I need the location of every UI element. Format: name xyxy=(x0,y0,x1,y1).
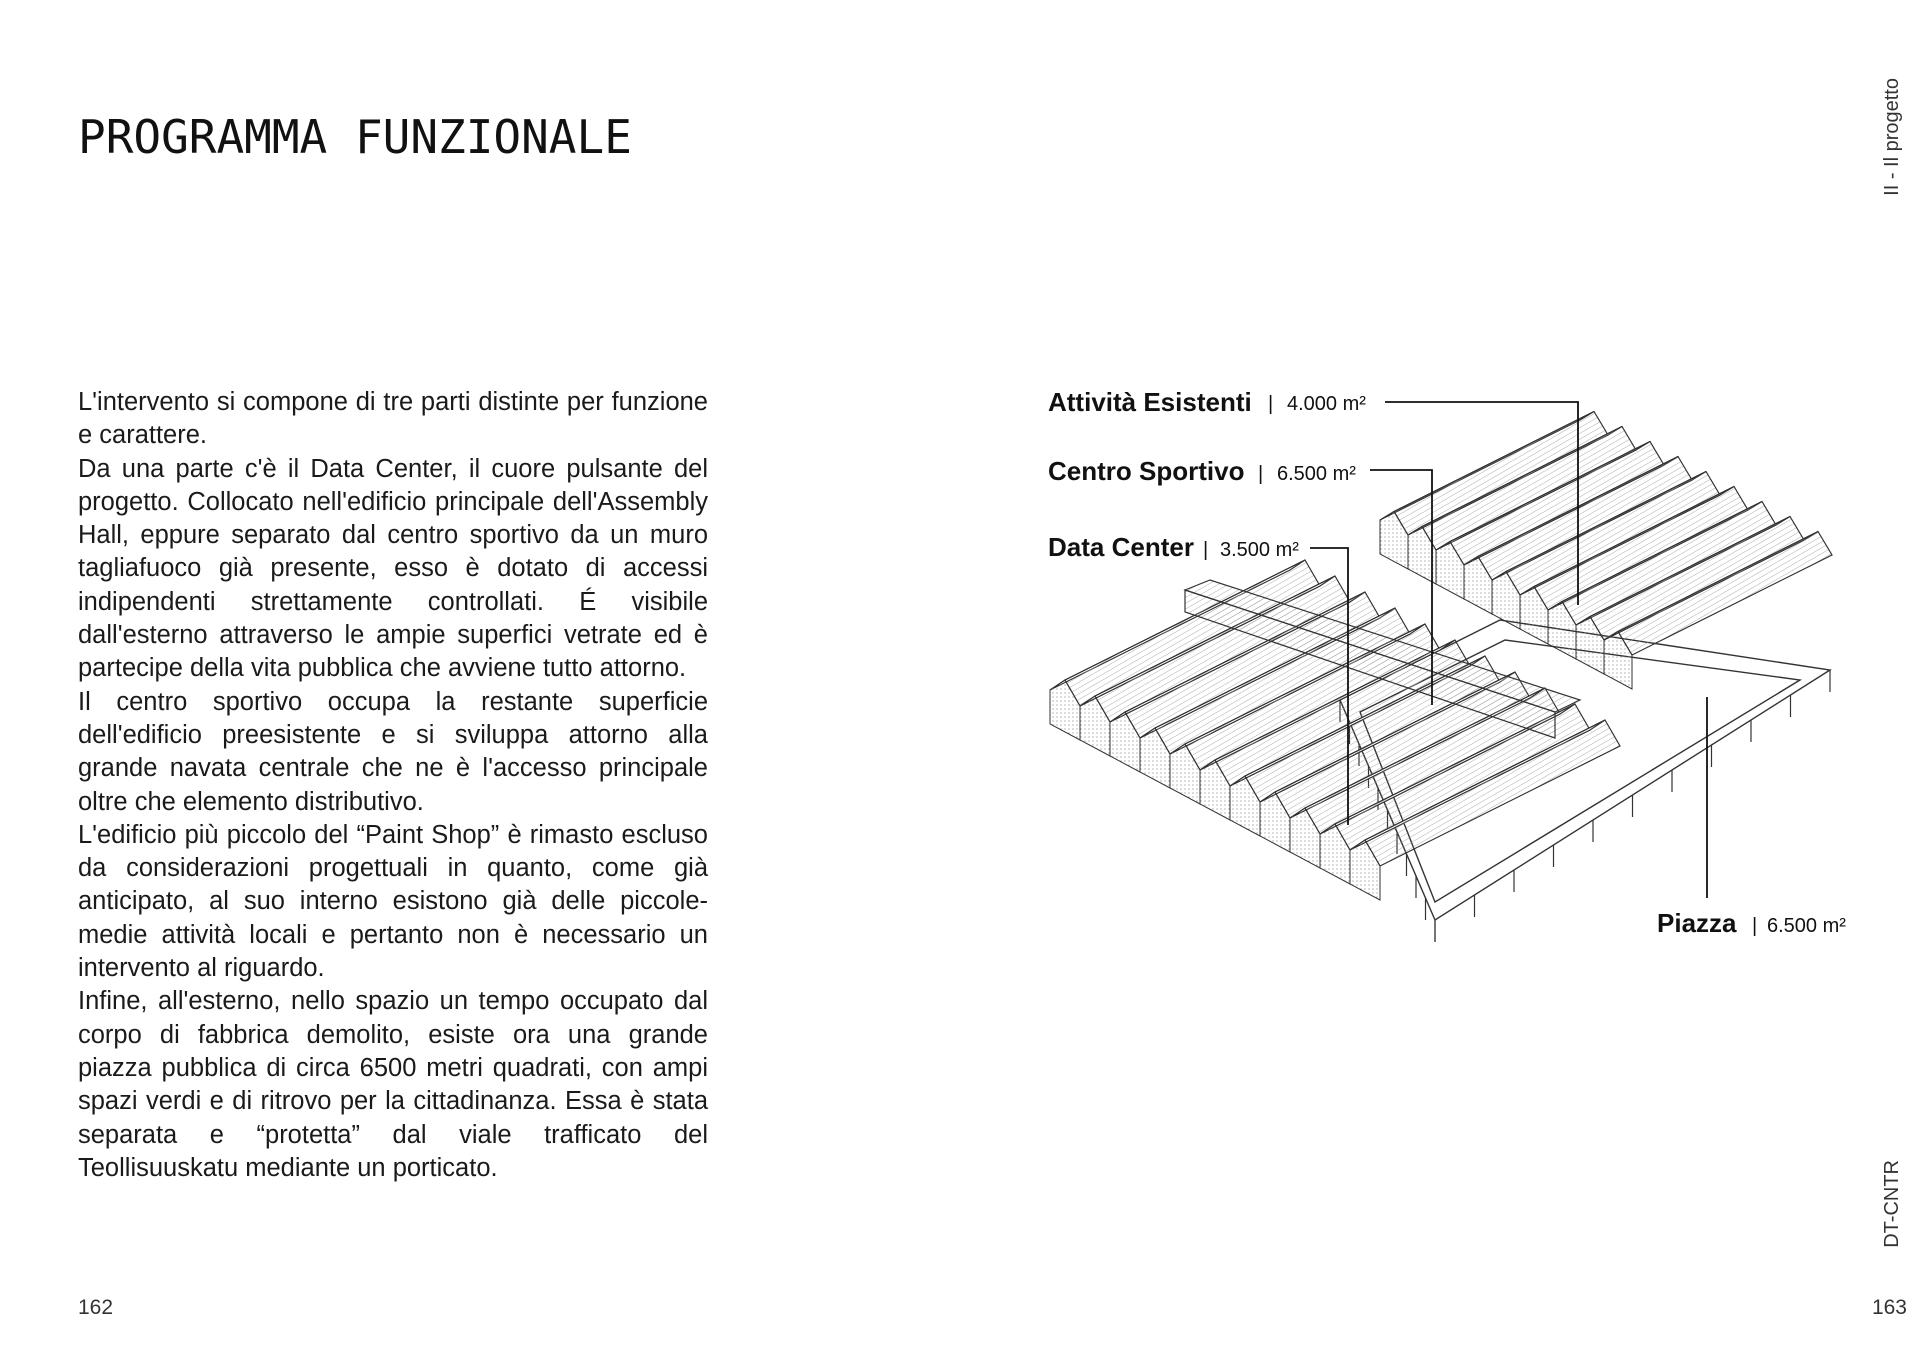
label-piazza xyxy=(1657,908,1846,938)
paragraph: Infine, all'esterno, nello spazio un tempo occupato dal corpo di fabbrica demolito, esiste ora una grande piazza pubblica di circa 6500 metri quadrati, con ampi spazi verdi e di ritrovo per la cittadinanza. Essa è stata separata e “protetta” dal viale trafficato del Teollisuuskatu mediante un porticato. xyxy=(78,987,708,1182)
label-attivita-name: Attività Esistenti xyxy=(1048,387,1252,417)
label-piazza-name: Piazza xyxy=(1657,908,1737,938)
label-piazza-area: 6.500 m² xyxy=(1767,915,1846,937)
paragraph: Il centro sportivo occupa la restante superficie dell'edificio preesistente e si sviluppa attorno alla grande navata centrale che ne è l'accesso principale oltre che elemento distributivo. xyxy=(78,687,708,816)
label-datacenter-name: Data Center xyxy=(1048,532,1194,562)
paragraph: L'edificio più piccolo del “Paint Shop” è rimasto escluso da considerazioni progettuali in quanto, come già anticipato, al suo interno esistono già delle piccole-medie attività locali e pertanto non è necessario un intervento al riguardo. xyxy=(78,820,708,983)
page-title: PROGRAMMA FUNZIONALE xyxy=(78,110,632,164)
label-attivita-sep: | xyxy=(1268,393,1274,415)
label-centro xyxy=(1048,456,1356,486)
label-centro-area: 6.500 m² xyxy=(1277,463,1356,485)
label-datacenter-sep: | xyxy=(1203,539,1209,561)
paragraph: Da una parte c'è il Data Center, il cuore pulsante del progetto. Collocato nell'edificio principale dell'Assembly Hall, eppure separato dal centro sportivo da un muro tagliafuoco già presente, esso è dotato di accessi indipendenti strettamente controllati. É visibile dall'esterno attraverso le ampie superfici vetrate ed è partecipe della vita pubblica che avviene tutto attorno. xyxy=(78,454,708,683)
page-number-left: 162 xyxy=(78,1296,114,1319)
label-piazza-sep: | xyxy=(1752,915,1758,937)
label-datacenter xyxy=(1048,532,1299,562)
label-centro-sep: | xyxy=(1258,463,1264,485)
label-centro-name: Centro Sportivo xyxy=(1048,456,1245,486)
project-label: DT-CNTR xyxy=(1881,1160,1903,1248)
label-attivita xyxy=(1048,387,1366,417)
label-attivita-area: 4.000 m² xyxy=(1287,393,1366,415)
label-datacenter-area: 3.500 m² xyxy=(1220,539,1299,561)
paragraph: L'intervento si compone di tre parti distinte per funzione e carattere. xyxy=(78,388,708,450)
chapter-label: II - Il progetto xyxy=(1881,78,1903,196)
page-number-right: 163 xyxy=(1871,1296,1907,1319)
